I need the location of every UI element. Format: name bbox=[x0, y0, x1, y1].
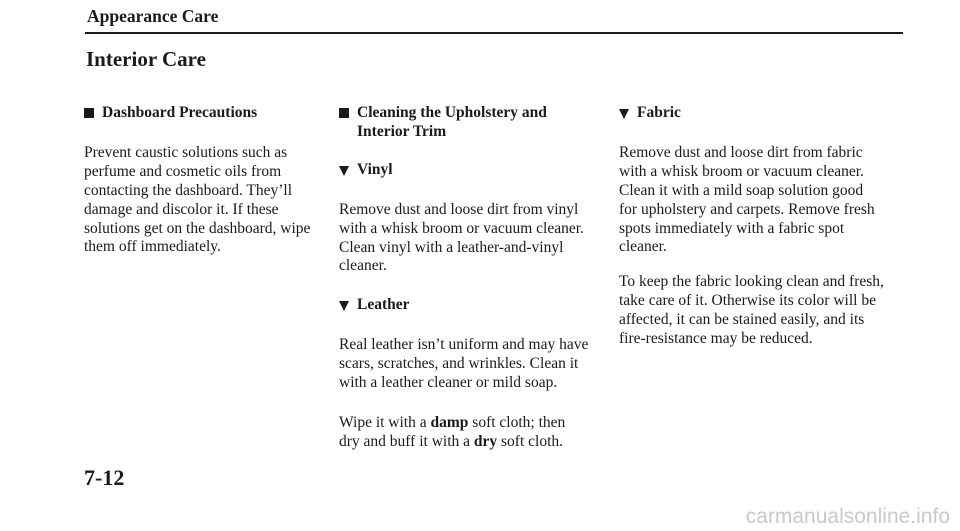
wipe-bold-dry: dry bbox=[473, 432, 498, 450]
dashboard-precautions-text: Prevent caustic solutions such as perfume and cosmetic oils from contacting the dashboard. They’ll damage and discolor it. If these solutions get on the dashboard, wipe them off immediately. bbox=[84, 143, 311, 256]
column-dashboard-precautions bbox=[84, 104, 356, 257]
square-bullet-icon bbox=[84, 108, 94, 118]
page-heading: Interior Care bbox=[86, 47, 206, 71]
wipe-text-3: soft cloth. bbox=[497, 432, 564, 450]
fabric-heading bbox=[619, 104, 891, 123]
leather-heading-text: Leather bbox=[357, 296, 410, 314]
fabric-text-2: To keep the fabric looking clean and fresh, take care of it. Otherwise its color will be affected, it can be stained easily, and its fire-resistance may be reduced. bbox=[619, 273, 884, 348]
header-rule bbox=[85, 32, 903, 34]
leather-text: Real leather isn’t uniform and may have scars, scratches, and wrinkles. Clean it with a leather cleaner or mild soap. bbox=[339, 336, 589, 392]
square-bullet-icon bbox=[339, 108, 349, 118]
section-title: Appearance Care bbox=[87, 6, 219, 26]
upholstery-heading-line2: Interior Trim bbox=[357, 122, 447, 140]
triangle-bullet-icon bbox=[619, 109, 629, 119]
vinyl-heading-text: Vinyl bbox=[357, 160, 393, 178]
column-fabric bbox=[619, 104, 891, 349]
wipe-instructions bbox=[339, 414, 589, 452]
dashboard-precautions-heading bbox=[84, 104, 356, 123]
fabric-heading-text: Fabric bbox=[637, 104, 681, 121]
vinyl-text: Remove dust and loose dirt from vinyl with a whisk broom or vacuum cleaner. Clean vinyl with a leather-and-vinyl cleaner. bbox=[339, 200, 584, 275]
watermark: carmanualsonline.info bbox=[745, 505, 950, 528]
upholstery-heading-line1: Cleaning the Upholstery and bbox=[357, 104, 547, 121]
dashboard-precautions-heading-text: Dashboard Precautions bbox=[102, 104, 258, 121]
upholstery-heading bbox=[339, 104, 611, 142]
wipe-text-1: Wipe it with a bbox=[339, 413, 431, 431]
triangle-bullet-icon bbox=[339, 166, 349, 176]
vinyl-heading bbox=[339, 161, 611, 180]
triangle-bullet-icon bbox=[339, 301, 349, 311]
fabric-text-1: Remove dust and loose dirt from fabric with a whisk broom or vacuum cleaner. Clean it with a mild soap solution good for upholstery and carpets. Remove fresh spots immediately with a fabric spot cleaner. bbox=[619, 143, 875, 256]
page-number: 7-12 bbox=[84, 465, 125, 490]
wipe-text-2: soft cloth; then dry and buff it with a bbox=[339, 413, 566, 450]
wipe-bold-damp: damp bbox=[430, 413, 469, 431]
column-upholstery bbox=[339, 104, 611, 452]
leather-heading bbox=[339, 296, 611, 315]
